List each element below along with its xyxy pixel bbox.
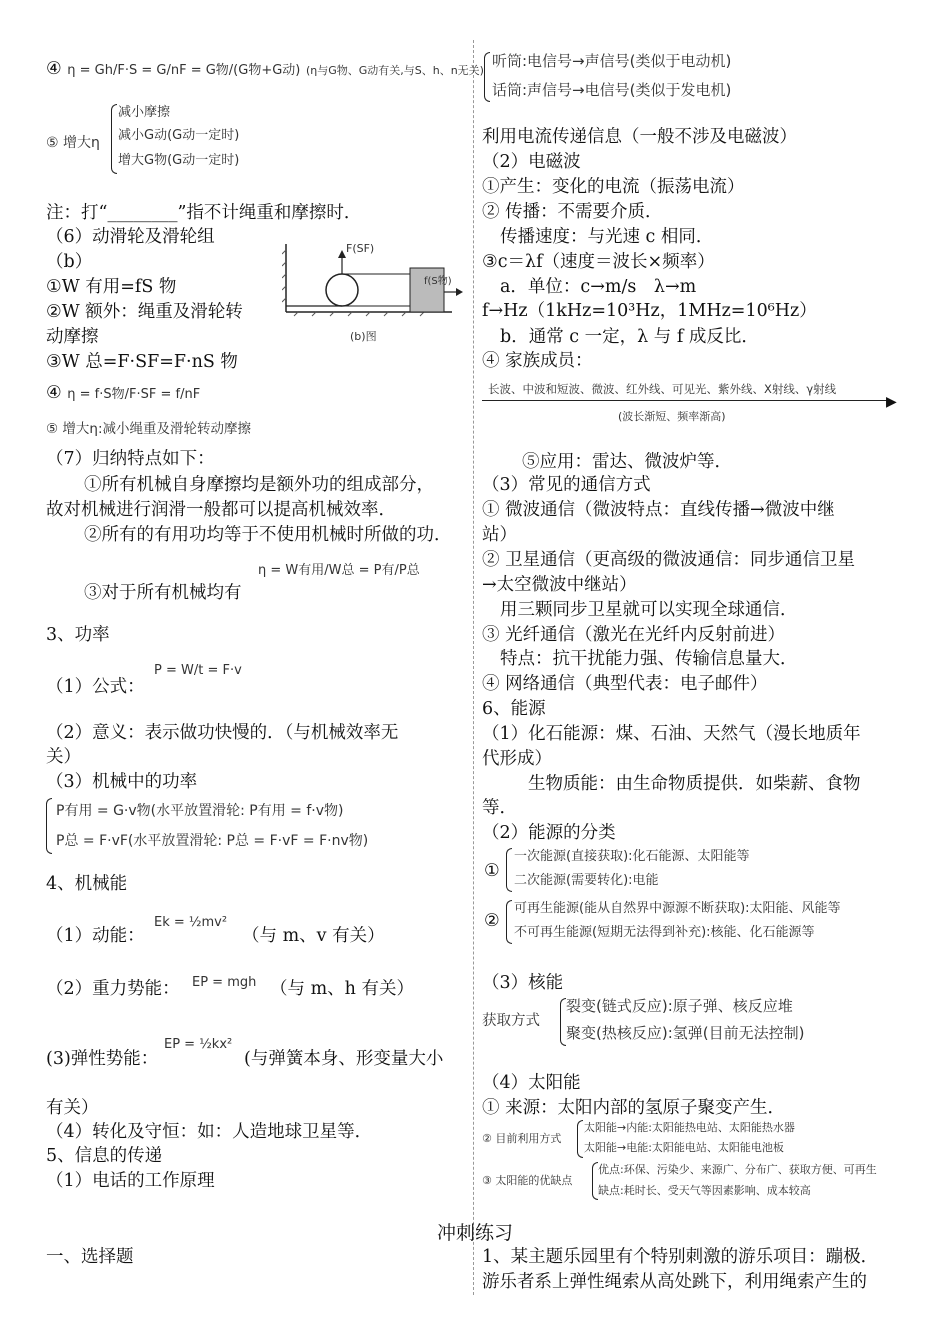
section-heading: 3、功率 bbox=[46, 625, 110, 645]
acquisition-label: 获取方式 bbox=[482, 1013, 540, 1029]
text-line: b．通常 c 一定，λ 与 f 成反比． bbox=[500, 327, 759, 347]
text-line: (3)弹性势能： bbox=[46, 1049, 159, 1069]
brace bbox=[46, 798, 52, 854]
text-line: （与 m、h 有关） bbox=[270, 979, 414, 999]
text-line: a．单位：c→m/s λ→m bbox=[500, 277, 697, 297]
text-line: 利用电流传递信息（一般不涉及电磁波） bbox=[482, 127, 797, 147]
primary-energy-line: 一次能源(直接获取):化石能源、太阳能等 bbox=[514, 849, 750, 864]
brace bbox=[577, 1120, 583, 1158]
efficiency-note: (η与G物、G动有关,与S、h、n无关) bbox=[305, 64, 484, 77]
text-line: 代形成） bbox=[482, 749, 552, 769]
text-line: 动摩擦 bbox=[46, 327, 99, 347]
text-line: （1）动能： bbox=[46, 926, 145, 946]
text-line: ② 卫星通信（更高级的微波通信：同步通信卫星 bbox=[482, 550, 856, 570]
total-power-formula: P总 = F·vF(水平放置滑轮: P总 = F·vF = F·nv物) bbox=[56, 833, 369, 849]
brace bbox=[484, 52, 490, 102]
section-title: 冲刺练习 bbox=[436, 1222, 513, 1244]
text-line: ④ 网络通信（典型代表：电子邮件） bbox=[482, 674, 768, 694]
text-line: （2）重力势能： bbox=[46, 979, 180, 999]
item-marker: ④ bbox=[46, 59, 62, 79]
text-line: （4）转化及守恒：如：人造地球卫星等． bbox=[46, 1122, 373, 1142]
text-line: ⑤应用：雷达、微波炉等． bbox=[522, 452, 732, 472]
section-heading: 一、选择题 bbox=[46, 1247, 134, 1267]
text-line: ②W 额外：绳重及滑轮转 bbox=[46, 302, 243, 322]
microphone-line: 话筒:声信号→电信号(类似于发电机) bbox=[492, 81, 732, 99]
efficiency-item: 减小G动(G动一定时) bbox=[118, 128, 240, 143]
text-line: 关） bbox=[46, 747, 81, 767]
section-heading: （6）动滑轮及滑轮组 bbox=[46, 227, 215, 247]
text-line: ③c＝λf（速度＝波长×频率） bbox=[482, 252, 715, 272]
power-formula: P = W/t = F·v bbox=[154, 663, 242, 678]
increase-efficiency-label: ⑤ 增大η bbox=[46, 135, 100, 151]
text-line: →太空微波中继站） bbox=[482, 575, 637, 595]
usage-label: ② 目前利用方式 bbox=[482, 1132, 562, 1145]
efficiency-formula: η = Gh/F·S = G/nF = G物/(G物+G动) bbox=[67, 63, 301, 78]
subsection-label: （b） bbox=[46, 252, 93, 272]
text-line: 等． bbox=[482, 798, 517, 818]
text-line: 传播速度：与光速 c 相同． bbox=[500, 227, 714, 247]
pulley-efficiency-line bbox=[46, 382, 200, 406]
text-line: 用三颗同步卫星就可以实现全球通信． bbox=[500, 600, 798, 620]
text-line: 特点：抗干扰能力强、传输信息量大． bbox=[500, 649, 798, 669]
useful-power-formula: P有用 = G·v物(水平放置滑轮: P有用 = f·v物) bbox=[56, 803, 344, 819]
text-line: ②所有的有用功均等于不使用机械时所做的功． bbox=[84, 525, 452, 545]
text-line: ①所有机械自身摩擦均是额外功的组成部分， bbox=[84, 475, 434, 495]
column-divider bbox=[473, 40, 474, 1295]
efficiency-ratio-formula: η = W有用/W总 = P有/P总 bbox=[258, 563, 420, 578]
text-line: ①产生：变化的电流（振荡电流） bbox=[482, 177, 745, 197]
text-line: ① 来源：太阳内部的氢原子聚变产生． bbox=[482, 1098, 786, 1118]
spectrum-list: 长波、中波和短波、微波、红外线、可见光、紫外线、X射线、γ射线 bbox=[488, 382, 837, 396]
item-marker: ① bbox=[484, 861, 500, 881]
text-line: ① 微波通信（微波特点：直线传播→微波中继 bbox=[482, 500, 835, 520]
efficiency-formula-line bbox=[46, 58, 484, 82]
pros-line: 优点:环保、污染少、来源广、分布广、获取方便、可再生 bbox=[598, 1163, 877, 1176]
text-line: 生物质能：由生命物质提供．如柴薪、食物 bbox=[528, 774, 861, 794]
item-marker: ② bbox=[484, 911, 500, 931]
question-text: 游乐者系上弹性绳索从高处跳下，利用绳索产生的 bbox=[482, 1272, 867, 1292]
solar-electric-line: 太阳能→电能:太阳能电站、太阳能电池板 bbox=[584, 1141, 784, 1154]
text-line: ①W 有用=fS 物 bbox=[46, 277, 177, 297]
section-heading: （4）太阳能 bbox=[482, 1073, 581, 1093]
pros-cons-label: ③ 太阳能的优缺点 bbox=[482, 1174, 573, 1187]
section-heading: （2）电磁波 bbox=[482, 152, 581, 172]
question-text: 1、某主题乐园里有个特别刺激的游乐项目：蹦极． bbox=[482, 1247, 879, 1267]
secondary-energy-line: 二次能源(需要转化):电能 bbox=[514, 873, 659, 888]
kinetic-energy-formula: Ek = ½mv² bbox=[154, 915, 228, 930]
text-line: ③ 光纤通信（激光在光纤内反射前进） bbox=[482, 625, 786, 645]
text-line: （3）机械中的功率 bbox=[46, 772, 198, 792]
solar-heat-line: 太阳能→内能:太阳能热电站、太阳能热水器 bbox=[584, 1121, 795, 1134]
item-marker: ④ bbox=[46, 383, 62, 403]
renewable-energy-line: 可再生能源(能从自然界中源源不断获取):太阳能、风能等 bbox=[514, 901, 841, 916]
brace bbox=[506, 848, 512, 892]
elastic-energy-formula: EP = ½kx² bbox=[164, 1037, 233, 1052]
section-heading: 5、信息的传递 bbox=[46, 1146, 163, 1166]
fusion-line: 聚变(热核反应):氢弹(目前无法控制) bbox=[566, 1024, 805, 1042]
spectrum-caption: (波长渐短、频率渐高) bbox=[618, 410, 726, 423]
text-line: （1）公式： bbox=[46, 677, 145, 697]
fission-line: 裂变(链式反应):原子弹、核反应堆 bbox=[566, 997, 793, 1015]
brace bbox=[111, 104, 117, 174]
section-heading: （3）核能 bbox=[482, 973, 564, 993]
potential-energy-formula: EP = mgh bbox=[192, 975, 257, 990]
section-heading: 4、机械能 bbox=[46, 874, 128, 894]
efficiency-item: 减小摩擦 bbox=[118, 105, 171, 120]
section-heading: （7）归纳特点如下： bbox=[46, 449, 215, 469]
brace bbox=[506, 900, 512, 944]
earpiece-line: 听筒:电信号→声信号(类似于电动机) bbox=[492, 52, 732, 70]
section-heading: （3）常见的通信方式 bbox=[482, 475, 651, 495]
efficiency-item: 增大G物(G动一定时) bbox=[118, 153, 240, 168]
figure-caption: (b)图 bbox=[350, 330, 377, 343]
nonrenewable-energy-line: 不可再生能源(短期无法得到补充):核能、化石能源等 bbox=[514, 925, 815, 940]
text-line: ② 传播：不需要介质． bbox=[482, 202, 663, 222]
text-line: f→Hz（1kHz=10³Hz，1MHz=10⁶Hz） bbox=[482, 301, 817, 321]
text-line: 有关） bbox=[46, 1098, 99, 1118]
text-line: （1）化石能源：煤、石油、天然气（漫长地质年 bbox=[482, 724, 861, 744]
arrow-head-icon: ▶ bbox=[886, 394, 897, 410]
spectrum-arrow bbox=[482, 400, 890, 401]
section-heading: 6、能源 bbox=[482, 699, 546, 719]
text-line: ③对于所有机械均有 bbox=[84, 583, 242, 603]
text-line: (与弹簧本身、形变量大小 bbox=[244, 1049, 444, 1069]
pulley-figure bbox=[282, 240, 464, 346]
text-line: ③W 总=F·SF=F·nS 物 bbox=[46, 352, 238, 372]
cons-line: 缺点:耗时长、受天气等因素影响、成本较高 bbox=[598, 1184, 811, 1197]
friction-label: f(S物) bbox=[424, 276, 452, 287]
text-line: （1）电话的工作原理 bbox=[46, 1171, 215, 1191]
text-line: ⑤ 增大η:减小绳重及滑轮转动摩擦 bbox=[46, 421, 251, 437]
text-line: 故对机械进行润滑一般都可以提高机械效率． bbox=[46, 500, 396, 520]
text-line: （与 m、v 有关） bbox=[242, 926, 385, 946]
text-line: 站） bbox=[482, 525, 517, 545]
pulley-efficiency-formula: η = f·S物/F·SF = f/nF bbox=[67, 387, 201, 402]
section-heading: （2）能源的分类 bbox=[482, 823, 616, 843]
text-line: （2）意义：表示做功快慢的．（与机械效率无 bbox=[46, 723, 399, 743]
note-line: 注：打“________”指不计绳重和摩擦时． bbox=[46, 203, 362, 223]
force-label: F(SF) bbox=[346, 242, 375, 255]
text-line: ④ 家族成员： bbox=[482, 351, 593, 371]
